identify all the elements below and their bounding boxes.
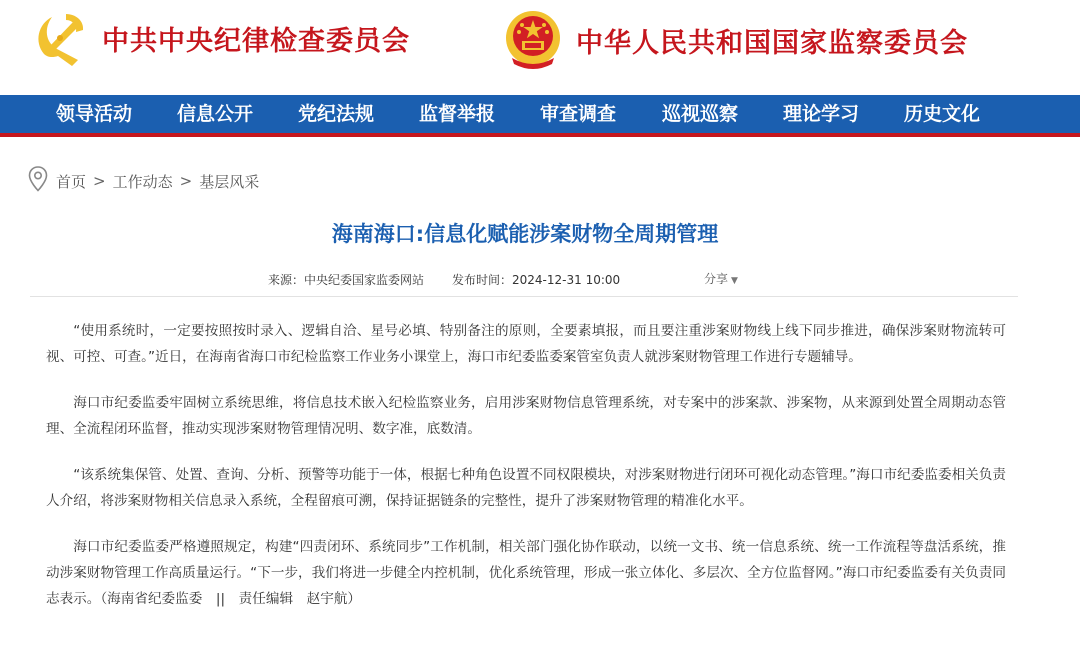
location-pin-icon: [28, 166, 48, 196]
share-label: 分享: [704, 272, 729, 286]
ccdi-title: 中共中央纪律检查委员会: [102, 25, 410, 57]
article-paragraph: 海口市纪委监委牢固树立系统思维，将信息技术嵌入纪检监察业务，启用涉案财物信息管理系统，对专案中的涉案款、涉案物，从来源到处置全周期动态管理、全流程闭环监督，推动实现涉案财物管理情况明、数字准，底数清。: [46, 395, 1006, 437]
national-emblem-icon: [502, 8, 564, 72]
site-header: [0, 0, 1080, 95]
article-source: 来源：中央纪委国家监委网站: [268, 273, 425, 287]
main-nav: [0, 95, 1080, 137]
share-button[interactable]: [704, 270, 738, 287]
article-meta: [268, 271, 620, 288]
nav-item-report[interactable]: 监督举报: [419, 103, 496, 125]
nsc-title: 中华人民共和国国家监察委员会: [576, 27, 968, 59]
dropdown-caret-icon: ▼: [731, 276, 738, 286]
breadcrumb-home[interactable]: 首页: [56, 172, 87, 191]
nav-item-info-disclosure[interactable]: 信息公开: [177, 103, 254, 125]
article-paragraph: 海口市纪委监委严格遵照规定，构建“四责闭环、系统同步”工作机制，相关部门强化协作联动，以统一文书、统一信息系统、统一工作流程等盘活系统，推动涉案财物管理工作高质量运行。“下一步，我们将进一步健全内控机制，优化系统管理，形成一张立体化、多层次、全方位监督网。”海口市纪委监委有关负责同志表示。（海南省纪委监委 || 责任编辑 赵宇航）: [46, 539, 1006, 607]
party-emblem-icon: [30, 8, 90, 68]
article-paragraph: “该系统集保管、处置、查询、分析、预警等功能于一体，根据七种角色设置不同权限模块，对涉案财物进行闭环可视化动态管理。”海口市纪委监委相关负责人介绍，将涉案财物相关信息录入系统，全程留痕可溯，保持证据链条的完整性，提升了涉案财物管理的精准化水平。: [46, 467, 1006, 509]
breadcrumb-grassroots[interactable]: 基层风采: [199, 172, 260, 191]
article-paragraph: “使用系统时，一定要按照按时录入、逻辑自洽、星号必填、特别备注的原则，全要素填报，而且要注重涉案财物线上线下同步推进，确保涉案财物流转可视、可控、可查。”近日，在海南省海口市纪检监察工作业务小课堂上，海口市纪委监委案管室负责人就涉案财物管理工作进行专题辅导。: [46, 323, 1006, 365]
ccdi-brand[interactable]: [30, 8, 410, 68]
nav-item-investigation[interactable]: 审查调查: [540, 103, 617, 125]
nav-item-inspection[interactable]: 巡视巡察: [662, 103, 739, 125]
breadcrumb: [28, 168, 259, 194]
article-body: [46, 318, 1006, 632]
nsc-brand[interactable]: [502, 8, 968, 72]
divider: [30, 296, 1018, 297]
breadcrumb-separator: >: [93, 172, 106, 190]
breadcrumb-separator: >: [179, 172, 193, 190]
article-publish-time: 发布时间：2024-12-31 10:00: [452, 273, 621, 287]
article-title: 海南海口:信息化赋能涉案财物全周期管理: [331, 222, 719, 246]
nav-item-regulations[interactable]: 党纪法规: [298, 103, 375, 125]
nav-item-theory[interactable]: 理论学习: [783, 103, 860, 125]
nav-item-leadership[interactable]: 领导活动: [56, 103, 133, 125]
breadcrumb-work-news[interactable]: 工作动态: [112, 172, 173, 191]
nav-item-history[interactable]: 历史文化: [904, 103, 981, 125]
